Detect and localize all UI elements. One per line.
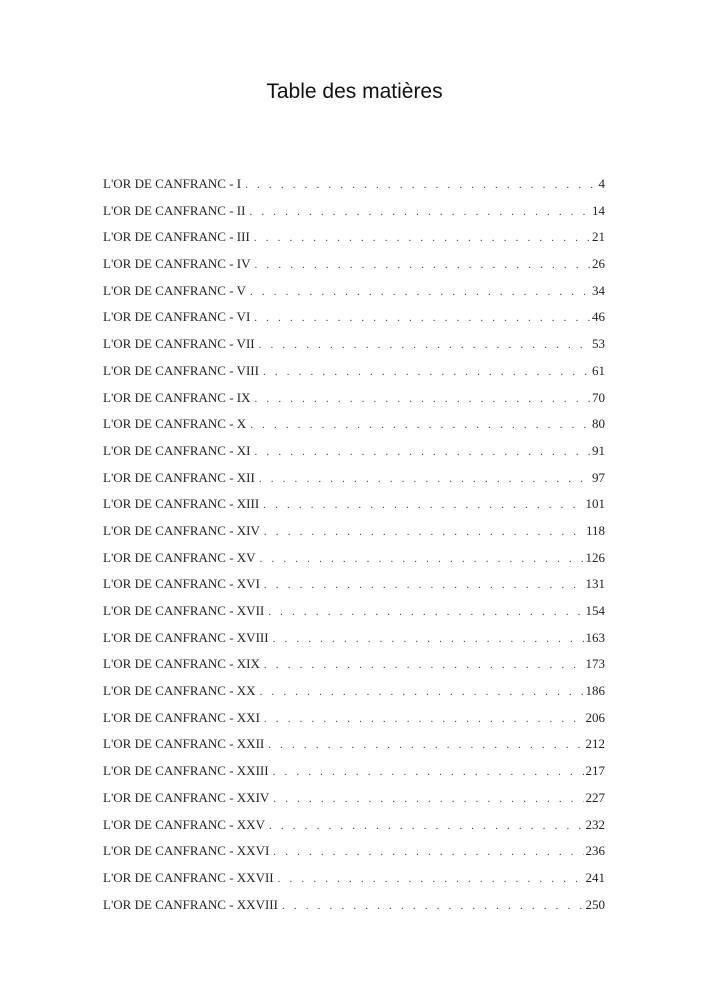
dot-leader xyxy=(255,393,590,405)
toc-entry-label: L'OR DE CANFRANC - X xyxy=(103,416,247,432)
toc-entry[interactable] xyxy=(103,283,605,310)
toc-entry-page: 186 xyxy=(585,683,605,699)
toc-entry[interactable] xyxy=(103,817,605,844)
toc-entry[interactable] xyxy=(103,229,605,256)
toc-entry[interactable] xyxy=(103,870,605,897)
toc-entry-page: 163 xyxy=(585,629,605,645)
toc-entry-page: 101 xyxy=(585,496,605,512)
toc-entry-page: 217 xyxy=(585,763,605,779)
dot-leader xyxy=(268,739,583,751)
dot-leader xyxy=(260,686,584,698)
toc-entry-page: 131 xyxy=(585,576,605,592)
toc-entry[interactable] xyxy=(103,443,605,470)
dot-leader xyxy=(259,473,590,485)
toc-entry-label: L'OR DE CANFRANC - XIII xyxy=(103,496,260,512)
toc-entry-page: 46 xyxy=(592,309,605,325)
toc-entry-page: 250 xyxy=(585,896,605,912)
toc-entry[interactable] xyxy=(103,550,605,577)
dot-leader xyxy=(249,206,590,218)
toc-entry[interactable] xyxy=(103,523,605,550)
dot-leader xyxy=(254,232,590,244)
toc-entry-page: 227 xyxy=(585,789,605,805)
dot-leader xyxy=(269,820,584,832)
toc-entry-page: 53 xyxy=(592,336,605,352)
toc-entry-label: L'OR DE CANFRANC - XVII xyxy=(103,603,265,618)
toc-entry[interactable] xyxy=(103,763,605,790)
toc-entry[interactable] xyxy=(103,576,605,603)
toc-entry-page: 4 xyxy=(598,176,605,191)
toc-entry-label: L'OR DE CANFRANC - XXIV xyxy=(103,789,270,805)
dot-leader xyxy=(273,846,583,858)
dot-leader xyxy=(245,179,596,191)
toc-entry-label: L'OR DE CANFRANC - XI xyxy=(103,442,251,458)
toc-entry-label: L'OR DE CANFRANC - I xyxy=(103,176,242,191)
toc-entry-page: 241 xyxy=(585,869,605,885)
dot-leader xyxy=(273,793,583,805)
toc-entry[interactable] xyxy=(103,470,605,497)
toc-entry-label: L'OR DE CANFRANC - XX xyxy=(103,683,256,699)
toc-entry[interactable] xyxy=(103,603,605,630)
dot-leader xyxy=(260,553,584,565)
toc-entry-page: 21 xyxy=(592,229,605,245)
dot-leader xyxy=(255,259,590,271)
toc-entry[interactable] xyxy=(103,790,605,817)
toc-entry[interactable] xyxy=(103,736,605,763)
toc-entry[interactable] xyxy=(103,897,605,924)
toc-entry-label: L'OR DE CANFRANC - VI xyxy=(103,309,251,325)
dot-leader xyxy=(282,900,584,912)
toc-entry[interactable] xyxy=(103,390,605,417)
toc-entry-page: 118 xyxy=(585,522,605,538)
dot-leader xyxy=(255,446,590,458)
toc-entry-label: L'OR DE CANFRANC - VII xyxy=(103,336,255,352)
dot-leader xyxy=(259,339,590,351)
toc-entry-page: 97 xyxy=(592,469,605,485)
toc-entry-page: 80 xyxy=(592,416,605,432)
toc-entry[interactable] xyxy=(103,203,605,230)
toc-entry-label: L'OR DE CANFRANC - IV xyxy=(103,256,251,272)
dot-leader xyxy=(278,873,584,885)
toc-entry[interactable] xyxy=(103,256,605,283)
dot-leader xyxy=(264,579,584,591)
toc-entry[interactable] xyxy=(103,363,605,390)
toc-entry-label: L'OR DE CANFRANC - XII xyxy=(103,469,255,485)
toc-entry-page: 61 xyxy=(592,362,605,378)
toc-entry-label: L'OR DE CANFRANC - XXVIII xyxy=(103,896,278,912)
toc-entry-label: L'OR DE CANFRANC - XVI xyxy=(103,576,260,592)
toc-entry-page: 34 xyxy=(592,282,605,298)
table-of-contents xyxy=(103,176,605,923)
toc-entry-page: 91 xyxy=(592,442,605,458)
toc-entry-label: L'OR DE CANFRANC - XXI xyxy=(103,709,260,725)
toc-entry[interactable] xyxy=(103,336,605,363)
toc-entry-page: 232 xyxy=(585,816,605,832)
toc-entry[interactable] xyxy=(103,416,605,443)
toc-entry[interactable] xyxy=(103,710,605,737)
toc-entry-label: L'OR DE CANFRANC - II xyxy=(103,202,246,218)
toc-entry-label: L'OR DE CANFRANC - XXVII xyxy=(103,869,274,885)
toc-entry-label: L'OR DE CANFRANC - VIII xyxy=(103,362,259,378)
dot-leader xyxy=(250,419,590,431)
toc-entry[interactable] xyxy=(103,630,605,657)
toc-entry-label: L'OR DE CANFRANC - XIX xyxy=(103,656,260,672)
toc-entry-label: L'OR DE CANFRANC - XXVI xyxy=(103,843,270,859)
toc-entry[interactable] xyxy=(103,683,605,710)
dot-leader xyxy=(273,633,584,645)
toc-entry-page: 154 xyxy=(585,603,605,618)
toc-entry-label: L'OR DE CANFRANC - XV xyxy=(103,549,256,565)
dot-leader xyxy=(263,499,583,511)
toc-entry[interactable] xyxy=(103,496,605,523)
dot-leader xyxy=(254,312,590,324)
toc-entry-label: L'OR DE CANFRANC - XXV xyxy=(103,816,265,832)
toc-entry-page: 126 xyxy=(585,549,605,565)
dot-leader xyxy=(250,286,590,298)
toc-entry[interactable] xyxy=(103,843,605,870)
dot-leader xyxy=(268,606,583,618)
toc-entry-label: L'OR DE CANFRANC - IX xyxy=(103,389,251,405)
toc-entry-page: 236 xyxy=(585,843,605,859)
toc-entry-page: 173 xyxy=(585,656,605,672)
toc-entry-label: L'OR DE CANFRANC - XXII xyxy=(103,736,265,752)
dot-leader xyxy=(264,659,584,671)
toc-entry[interactable] xyxy=(103,656,605,683)
toc-entry-page: 206 xyxy=(585,709,605,725)
toc-entry-page: 70 xyxy=(592,389,605,405)
dot-leader xyxy=(264,526,584,538)
dot-leader xyxy=(264,713,584,725)
toc-entry[interactable] xyxy=(103,176,605,203)
page-title: Table des matières xyxy=(266,80,443,103)
toc-entry-label: L'OR DE CANFRANC - XIV xyxy=(103,522,260,538)
toc-entry-page: 26 xyxy=(592,256,605,272)
dot-leader xyxy=(273,766,584,778)
toc-entry-page: 212 xyxy=(585,736,605,752)
toc-entry-label: L'OR DE CANFRANC - XVIII xyxy=(103,629,269,645)
dot-leader xyxy=(263,366,590,378)
toc-entry[interactable] xyxy=(103,309,605,336)
toc-entry-label: L'OR DE CANFRANC - V xyxy=(103,282,246,298)
toc-entry-label: L'OR DE CANFRANC - XXIII xyxy=(103,763,269,779)
toc-entry-page: 14 xyxy=(592,202,605,218)
toc-entry-label: L'OR DE CANFRANC - III xyxy=(103,229,250,245)
